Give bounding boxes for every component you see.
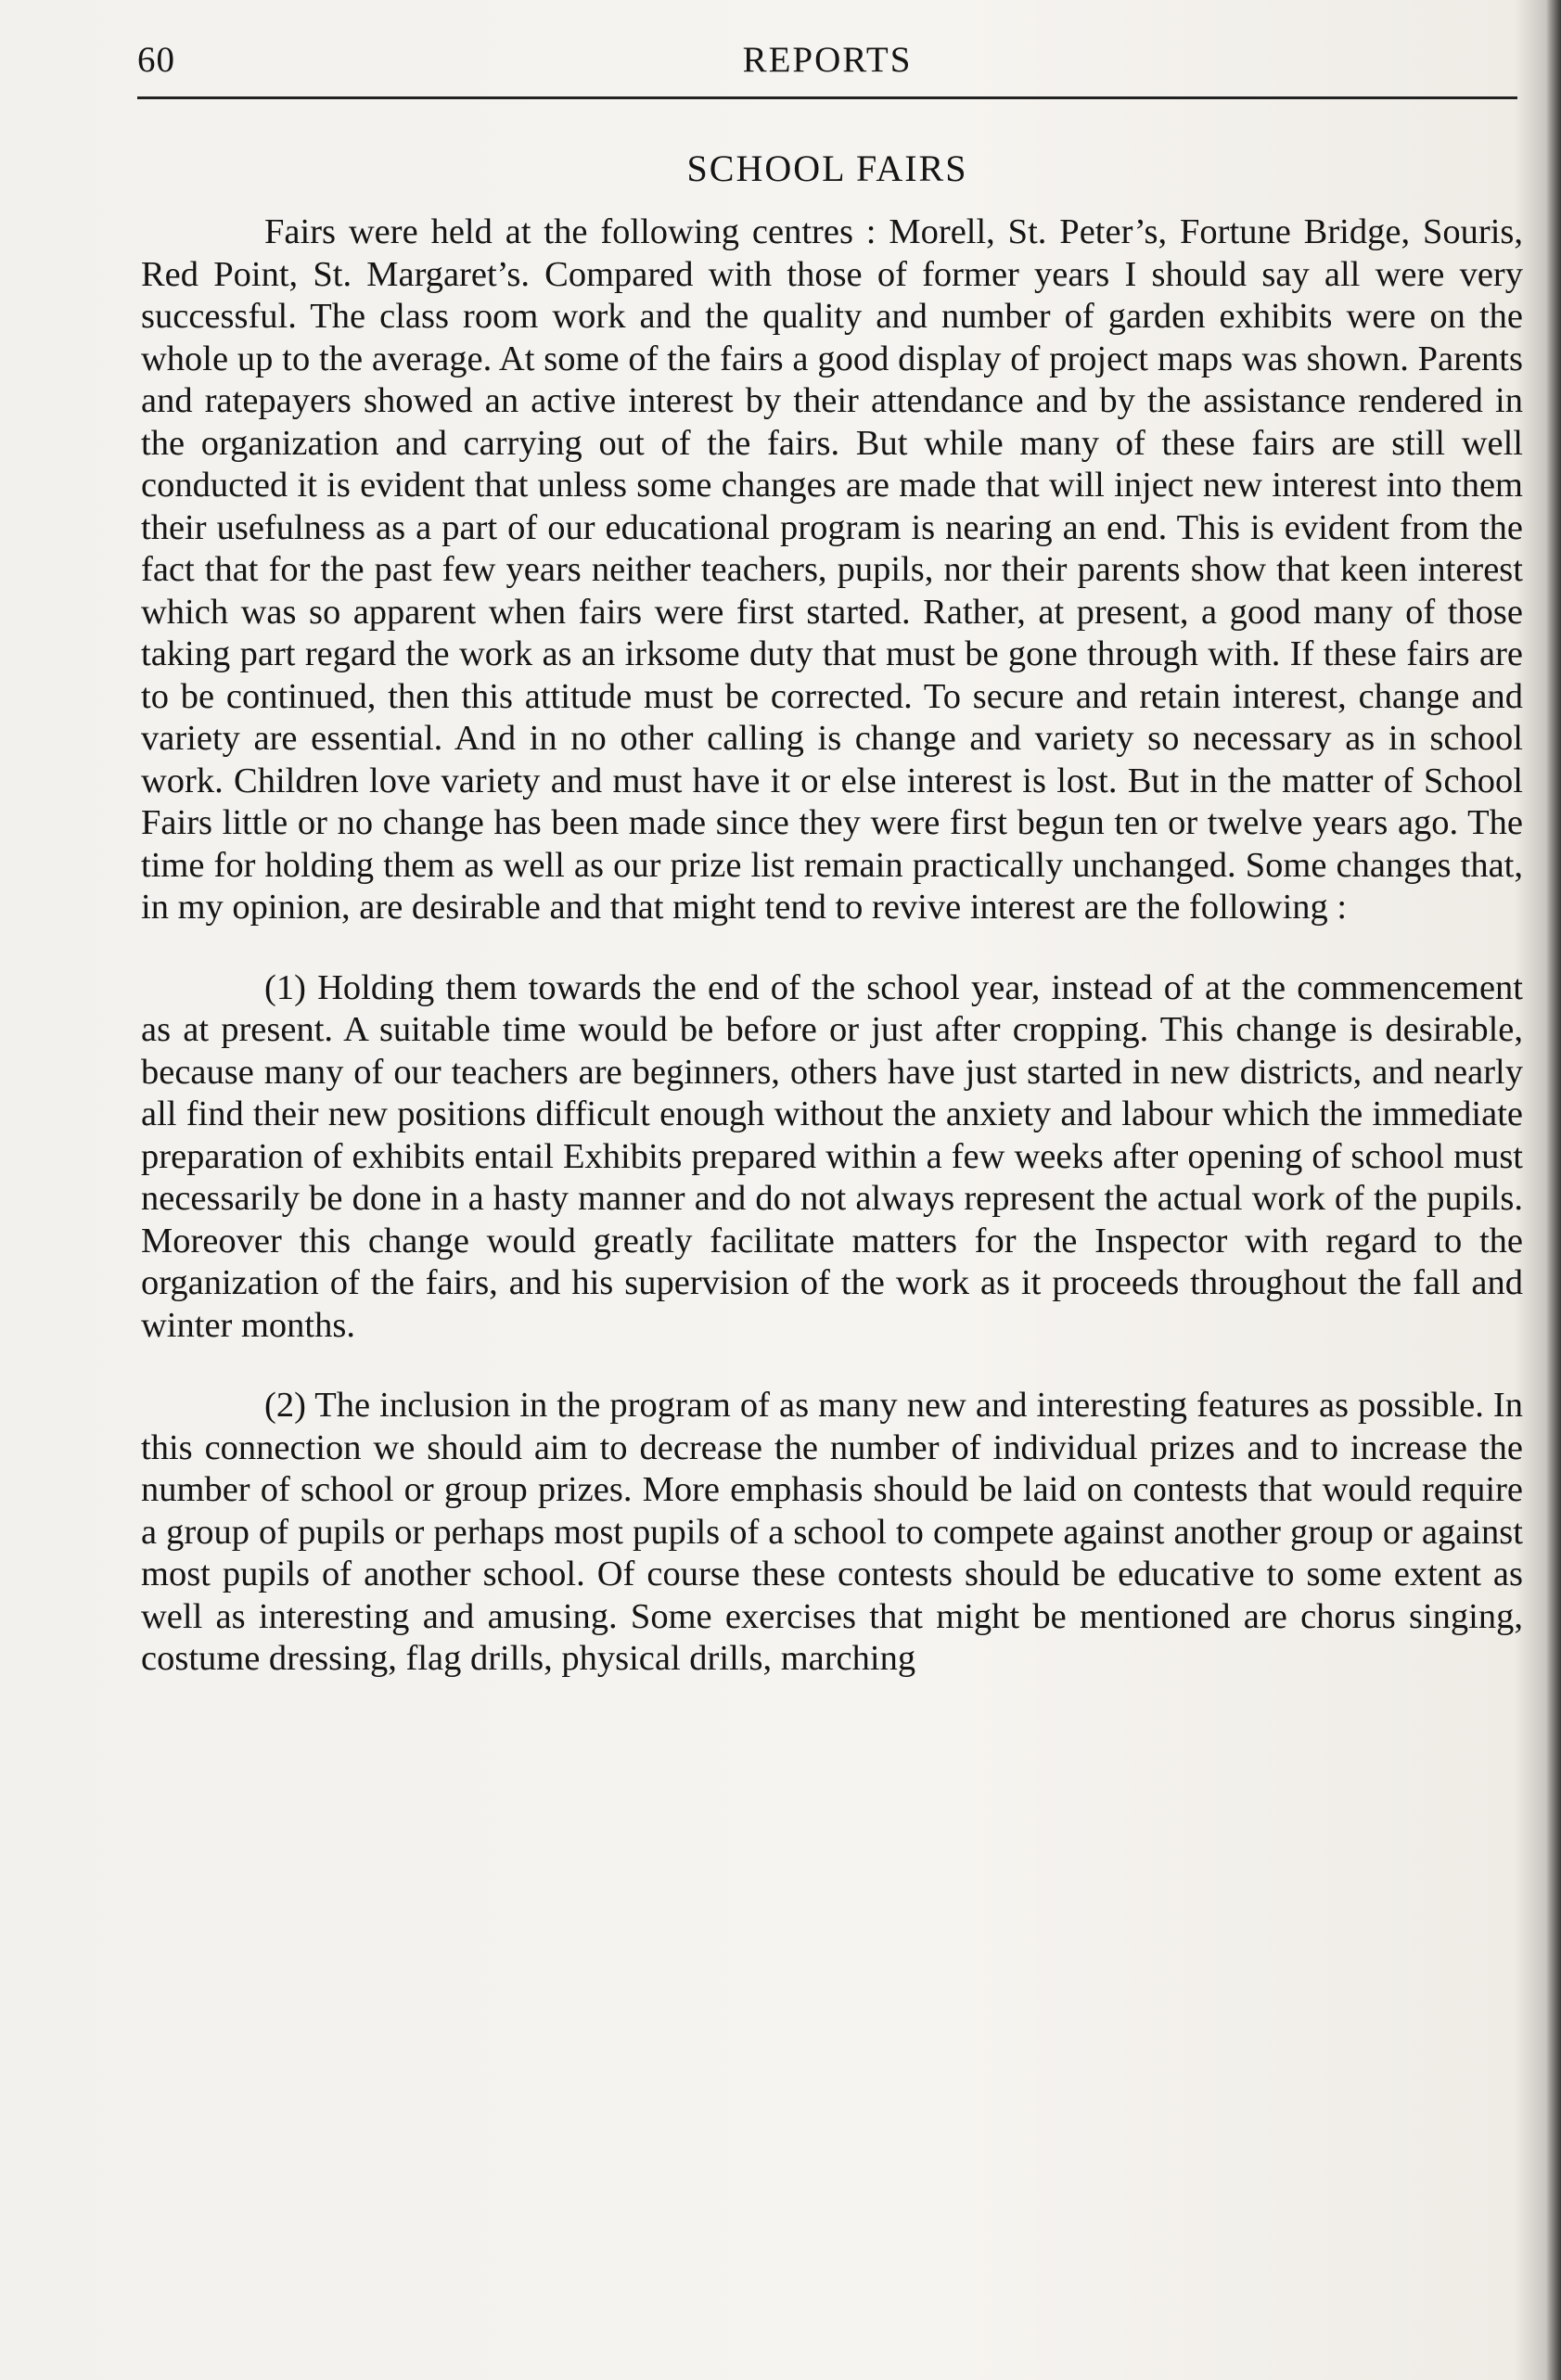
paragraph-point-1: (1) Holding them towards the end of the school year, instead of at the commencement as at present. A suitable time would be before or just after cropping. This change is desirable, because many of our teachers are beginners, others have just started in new districts, and nearly all find their new positions difficult enough without the anxiety and labour which the immediate preparation of exhibits entail Exhibits prepared within a few weeks after opening of school must necessarily be done in a hasty manner and do not always represent the actual work of the pupils. Moreover this change would greatly facilitate matters for the Inspector with regard to the organization of the fairs, and his supervision of the work as it proceeds throughout the fall and winter months. [141, 967, 1523, 1345]
binding-edge-shadow [1546, 0, 1561, 2380]
page-header [137, 39, 1517, 104]
body-text [141, 211, 1523, 1681]
running-head: REPORTS [742, 40, 913, 80]
paragraph-point-2: (2) The inclusion in the program of as many new and interesting features as possible. In this connection we should aim to decrease the number of individual prizes and to increase the number of school or group prizes. More emphasis should be laid on contests that would require a group of pupils or perhaps most pupils of a school to compete against another group or against most pupils of another school. Of course these contests should be educative to some extent as well as interesting and amusing. Some exercises that might be mentioned are chorus singing, costume dressing, flag drills, physical drills, marching [141, 1386, 1523, 1678]
paragraph-intro: Fairs were held at the following centres : Morell, St. Peter’s, Fortune Bridge, Souris, Red Point, St. Margaret’s. Compared with those of former years I should say all were very successful. The class room work and the quality and number of garden exhibits were on the whole up to the average. At some of the fairs a good display of project maps was shown. Parents and ratepayers showed an active interest by their attendance and by the assistance rendered in the organization and carrying out of the fairs. But while many of these fairs are still well conducted it is evident that unless some changes are made that will inject new interest into them their usefulness as a part of our educational program is nearing an end. This is evident from the fact that for the past few years neither teachers, pupils, nor their parents show that keen interest which was so apparent when fairs were first started. Rather, at present, a good many of those taking part regard the work as an irksome duty that must be gone through with. If these fairs are to be continued, then this attitude must be corrected. To secure and retain interest, change and variety are essential. And in no other calling is change and variety so necessary as in school work. Children love variety and must have it or else interest is lost. But in the matter of School Fairs little or no change has been made since they were first begun ten or twelve years ago. The time for holding them as well as our prize list remain practically unchanged. Some changes that, in my opinion, are desirable and that might tend to revive interest are the following : [141, 212, 1523, 927]
page-number: 60 [137, 40, 175, 80]
section-title: SCHOOL FAIRS [686, 147, 968, 189]
header-rule [137, 96, 1517, 99]
